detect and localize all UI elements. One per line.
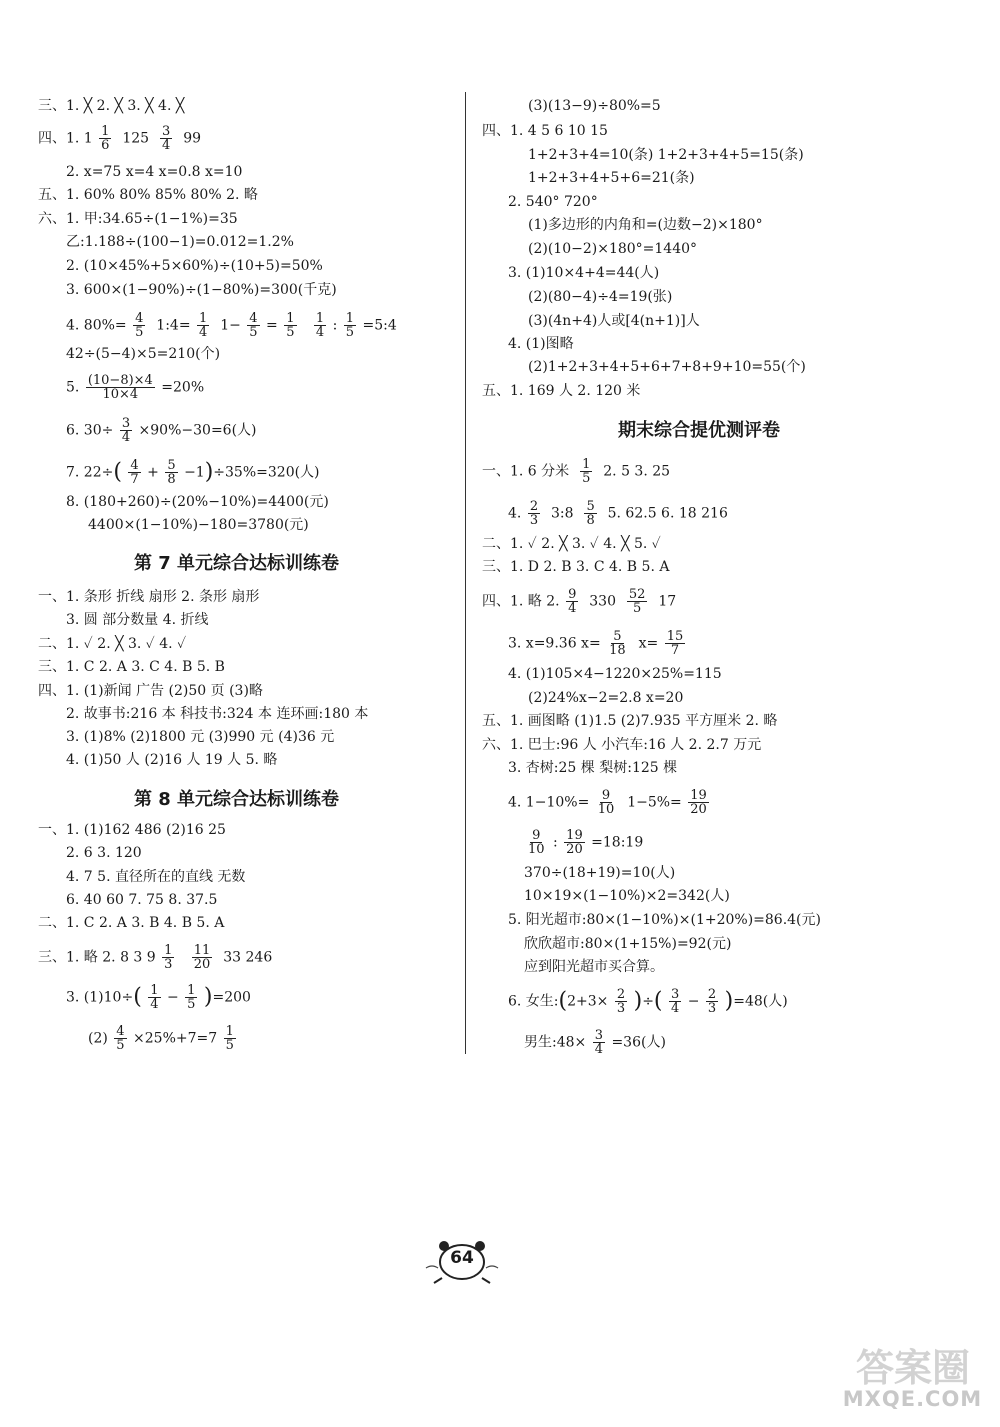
fraction: $\frac{3}{4}$ — [121, 416, 131, 445]
unit-8-part-2: 二、1. C 2. A 3. B 4. B 5. A — [38, 915, 225, 931]
final-part-6-q4: 4. 1−10%= $\frac{9}{10}$ 1−5%= $\frac{19}{20}$ — [508, 788, 707, 817]
final-part-4-q4b: (2)24%x−2=2.8 x=20 — [528, 690, 684, 706]
section-6-line-1b: 乙:1.188÷(100−1)=0.012=1.2% — [66, 234, 294, 250]
unit-7-part-2: 二、1. ✓ 2. ╳ 3. ✓ 4. ✓ — [38, 636, 187, 652]
fraction: $\frac{4}{5}$ — [135, 311, 144, 340]
section-3-answers: 三、1. ╳ 2. ╳ 3. ╳ 4. ╳ — [38, 98, 185, 114]
fraction: $\frac{1}{6}$ — [101, 124, 110, 153]
section-5-answers: 五、1. 169 人 2. 120 米 — [482, 383, 641, 399]
fraction: $\frac{19}{20}$ — [566, 828, 583, 857]
watermark-url: MXQE.COM — [842, 1387, 983, 1411]
final-part-6-q3: 3. 杏树:25 棵 梨树:125 棵 — [508, 760, 678, 776]
unit-8-part-1b: 2. 6 3. 120 — [66, 845, 142, 861]
fraction: $\frac{2}{3}$ — [616, 987, 626, 1016]
final-part-5: 五、1. 画图略 (1)1.5 (2)7.935 平方厘米 2. 略 — [482, 713, 778, 729]
fraction: $\frac{1}{5}$ — [286, 311, 295, 340]
fraction: $\frac{5}{8}$ — [167, 458, 176, 487]
watermark — [830, 1335, 995, 1421]
fraction: $\frac{5}{18}$ — [609, 629, 626, 658]
final-part-4-q3: 3. x=9.36 x= $\frac{5}{18}$ x= $\frac{15}{7}$ — [508, 629, 684, 658]
fraction: $\frac{1}{5}$ — [345, 311, 355, 340]
section-6-line-8: 8. (180+260)÷(20%−10%)=4400(元) — [66, 494, 329, 510]
final-part-6-q4b: $\frac{9}{10}$ : $\frac{19}{20}$ =18:19 — [528, 828, 644, 857]
section-6-line-8b: 4400×(1−10%)−180=3780(元) — [88, 517, 309, 533]
section-4-q4b: (2)1+2+3+4+5+6+7+8+9+10=55(个) — [528, 359, 806, 375]
section-6-line-2: 2. (10×45%+5×60%)÷(10+5)=50% — [66, 258, 323, 274]
section-6-line-4b: 42÷(5−4)×5=210(个) — [66, 346, 221, 362]
section-4-q1c: 1+2+3+4+5+6=21(条) — [528, 170, 695, 186]
final-part-6: 六、1. 巴士:96 人 小汽车:16 人 2. 2.7 万元 — [482, 737, 762, 753]
fraction: $\frac{9}{10}$ — [597, 788, 615, 817]
fraction: $\frac{15}{7}$ — [666, 629, 684, 658]
final-part-2: 二、1. ✓ 2. ╳ 3. ✓ 4. ╳ 5. ✓ — [482, 536, 661, 552]
unit-8-heading: 第 8 单元综合达标训练卷 — [134, 789, 340, 810]
final-part-4-q4: 4. (1)105×4−1220×25%=115 — [508, 666, 722, 682]
final-part-1b: 4. $\frac{2}{3}$ 3:8 $\frac{5}{8}$ 5. 62.5 6. 18 216 — [508, 499, 728, 528]
fraction: $\frac{4}{5}$ — [249, 311, 258, 340]
right-column — [468, 0, 1000, 1060]
fraction: $\frac{52}{5}$ — [628, 587, 646, 616]
fraction: $\frac{(10-8)\times 4}{10\times 4}$ — [87, 373, 153, 402]
fraction: $\frac{3}{4}$ — [162, 124, 171, 153]
fraction: $\frac{11}{20}$ — [193, 943, 211, 972]
fraction: $\frac{4}{7}$ — [130, 458, 139, 487]
unit-8-part-3-q3: 3. (1)10÷( $\frac{1}{4}$ − $\frac{1}{5}$ )=200 — [66, 983, 251, 1012]
section-5-answers: 五、1. 60% 80% 85% 80% 2. 略 — [38, 187, 258, 203]
section-4-q2b: (1)多边形的内角和=(边数−2)×180° — [528, 217, 763, 233]
fraction: $\frac{1}{3}$ — [164, 943, 173, 972]
fraction: $\frac{1}{4}$ — [199, 311, 208, 340]
section-4-q3: 3. (1)10×4+4=44(人) — [508, 265, 660, 281]
unit-8-part-1: 一、1. (1)162 486 (2)16 25 — [38, 822, 226, 838]
final-part-6-q4c: 370÷(18+19)=10(人) — [524, 865, 676, 881]
unit-7-part-4b: 2. 故事书:216 本 科技书:324 本 连环画:180 本 — [66, 706, 369, 722]
final-part-6-q6: 6. 女生:(2+3× $\frac{2}{3}$ )÷( $\frac{3}{4}$ − $\frac{2}{3}$ )=48(人) — [508, 987, 788, 1016]
final-part-6-q4d: 10×19×(1−10%)×2=342(人) — [524, 888, 730, 904]
unit-7-part-4: 四、1. (1)新闻 广告 (2)50 页 (3)略 — [38, 683, 263, 699]
unit-7-part-1b: 3. 圆 部分数量 4. 折线 — [66, 612, 209, 628]
section-4-q4: 4. (1)图略 — [508, 336, 574, 352]
page-number: 64 — [450, 1248, 474, 1268]
final-part-6-q5: 5. 阳光超市:80×(1−10%)×(1+20%)=86.4(元) — [508, 912, 821, 928]
fraction: $\frac{3}{4}$ — [594, 1028, 603, 1057]
section-6-line-7: 7. 22÷( $\frac{4}{7}$ + $\frac{5}{8}$ −1)÷35%=320(人) — [66, 458, 320, 487]
watermark-logo: 答案圈 — [855, 1346, 970, 1390]
fraction: $\frac{4}{5}$ — [116, 1024, 125, 1053]
fraction: $\frac{19}{20}$ — [690, 788, 707, 817]
section-6-line-1: 六、1. 甲:34.65÷(1−1%)=35 — [38, 211, 238, 227]
fraction: $\frac{9}{4}$ — [568, 587, 577, 616]
fraction: $\frac{9}{10}$ — [528, 828, 545, 857]
unit-7-part-1: 一、1. 条形 折线 扇形 2. 条形 扇形 — [38, 589, 260, 605]
prev-q3-answer: (3)(13−9)÷80%=5 — [528, 98, 661, 114]
final-part-6-q5b: 欣欣超市:80×(1+15%)=92(元) — [524, 936, 732, 952]
section-4-q3b: (2)(80−4)÷4=19(张) — [528, 289, 673, 305]
final-part-3: 三、1. D 2. B 3. C 4. B 5. A — [482, 559, 670, 575]
section-6-line-3: 3. 600×(1−90%)÷(1−80%)=300(千克) — [66, 282, 337, 298]
section-4-line-2: 2. x=75 x=4 x=0.8 x=10 — [66, 164, 243, 180]
section-4-q1: 四、1. 4 5 6 10 15 — [482, 123, 608, 139]
fraction: $\frac{2}{3}$ — [529, 499, 539, 528]
page-number-badge — [424, 1238, 500, 1284]
unit-8-part-1c: 4. 7 5. 直径所在的直线 无数 — [66, 869, 246, 885]
unit-8-part-1d: 6. 40 60 7. 75 8. 37.5 — [66, 892, 218, 908]
section-4-line-1: 四、1. 1 $\frac{1}{6}$ 125 $\frac{3}{4}$ 99 — [38, 124, 202, 153]
left-column — [0, 0, 465, 1060]
final-part-4: 四、1. 略 2. $\frac{9}{4}$ 330 $\frac{52}{5}$ 17 — [482, 587, 677, 616]
unit-8-part-3-q3b: (2) $\frac{4}{5}$ ×25%+7=7 $\frac{1}{5}$ — [88, 1024, 234, 1053]
section-4-q1b: 1+2+3+4=10(条) 1+2+3+4+5=15(条) — [528, 147, 804, 163]
fraction: $\frac{1}{5}$ — [582, 457, 591, 486]
fraction: $\frac{1}{4}$ — [315, 311, 325, 340]
unit-7-part-3: 三、1. C 2. A 3. C 4. B 5. B — [38, 659, 225, 675]
fraction: $\frac{1}{4}$ — [150, 983, 159, 1012]
final-part-6-q6b: 男生:48× $\frac{3}{4}$ =36(人) — [524, 1028, 666, 1057]
section-4-q3c: (3)(4n+4)人或[4(n+1)]人 — [528, 313, 700, 329]
section-4-q2c: (2)(10−2)×180°=1440° — [528, 241, 698, 257]
section-6-line-4: 4. 80%= $\frac{4}{5}$ 1:4= $\frac{1}{4}$ 1− $\frac{4}{5}$ = $\frac{1}{5}$ $\frac{1}{4}$ : $\frac{1}{5}$ =5:4 — [66, 311, 397, 340]
final-exam-heading: 期末综合提优测评卷 — [618, 420, 780, 441]
unit-7-part-4d: 4. (1)50 人 (2)16 人 19 人 5. 略 — [66, 752, 278, 768]
fraction: $\frac{2}{3}$ — [707, 987, 717, 1016]
fraction: $\frac{1}{5}$ — [225, 1024, 234, 1053]
unit-7-heading: 第 7 单元综合达标训练卷 — [134, 553, 340, 574]
section-4-q2: 2. 540° 720° — [508, 194, 598, 210]
column-divider — [465, 92, 466, 1054]
section-6-line-6: 6. 30÷ $\frac{3}{4}$ ×90%−30=6(人) — [66, 416, 257, 445]
final-part-6-q5c: 应到阳光超市买合算。 — [524, 959, 664, 975]
unit-8-part-3: 三、1. 略 2. 8 3 9 $\frac{1}{3}$ $\frac{11}{20}$ 33 246 — [38, 943, 273, 972]
fraction: $\frac{5}{8}$ — [586, 499, 595, 528]
fraction: $\frac{1}{5}$ — [187, 983, 196, 1012]
fraction: $\frac{3}{4}$ — [670, 987, 680, 1016]
final-part-1: 一、1. 6 分米 $\frac{1}{5}$ 2. 5 3. 25 — [482, 457, 671, 486]
section-6-line-5: 5. $\frac{(10-8)\times 4}{10\times 4}$ =20% — [66, 373, 205, 402]
unit-7-part-4c: 3. (1)8% (2)1800 元 (3)990 元 (4)36 元 — [66, 729, 335, 745]
